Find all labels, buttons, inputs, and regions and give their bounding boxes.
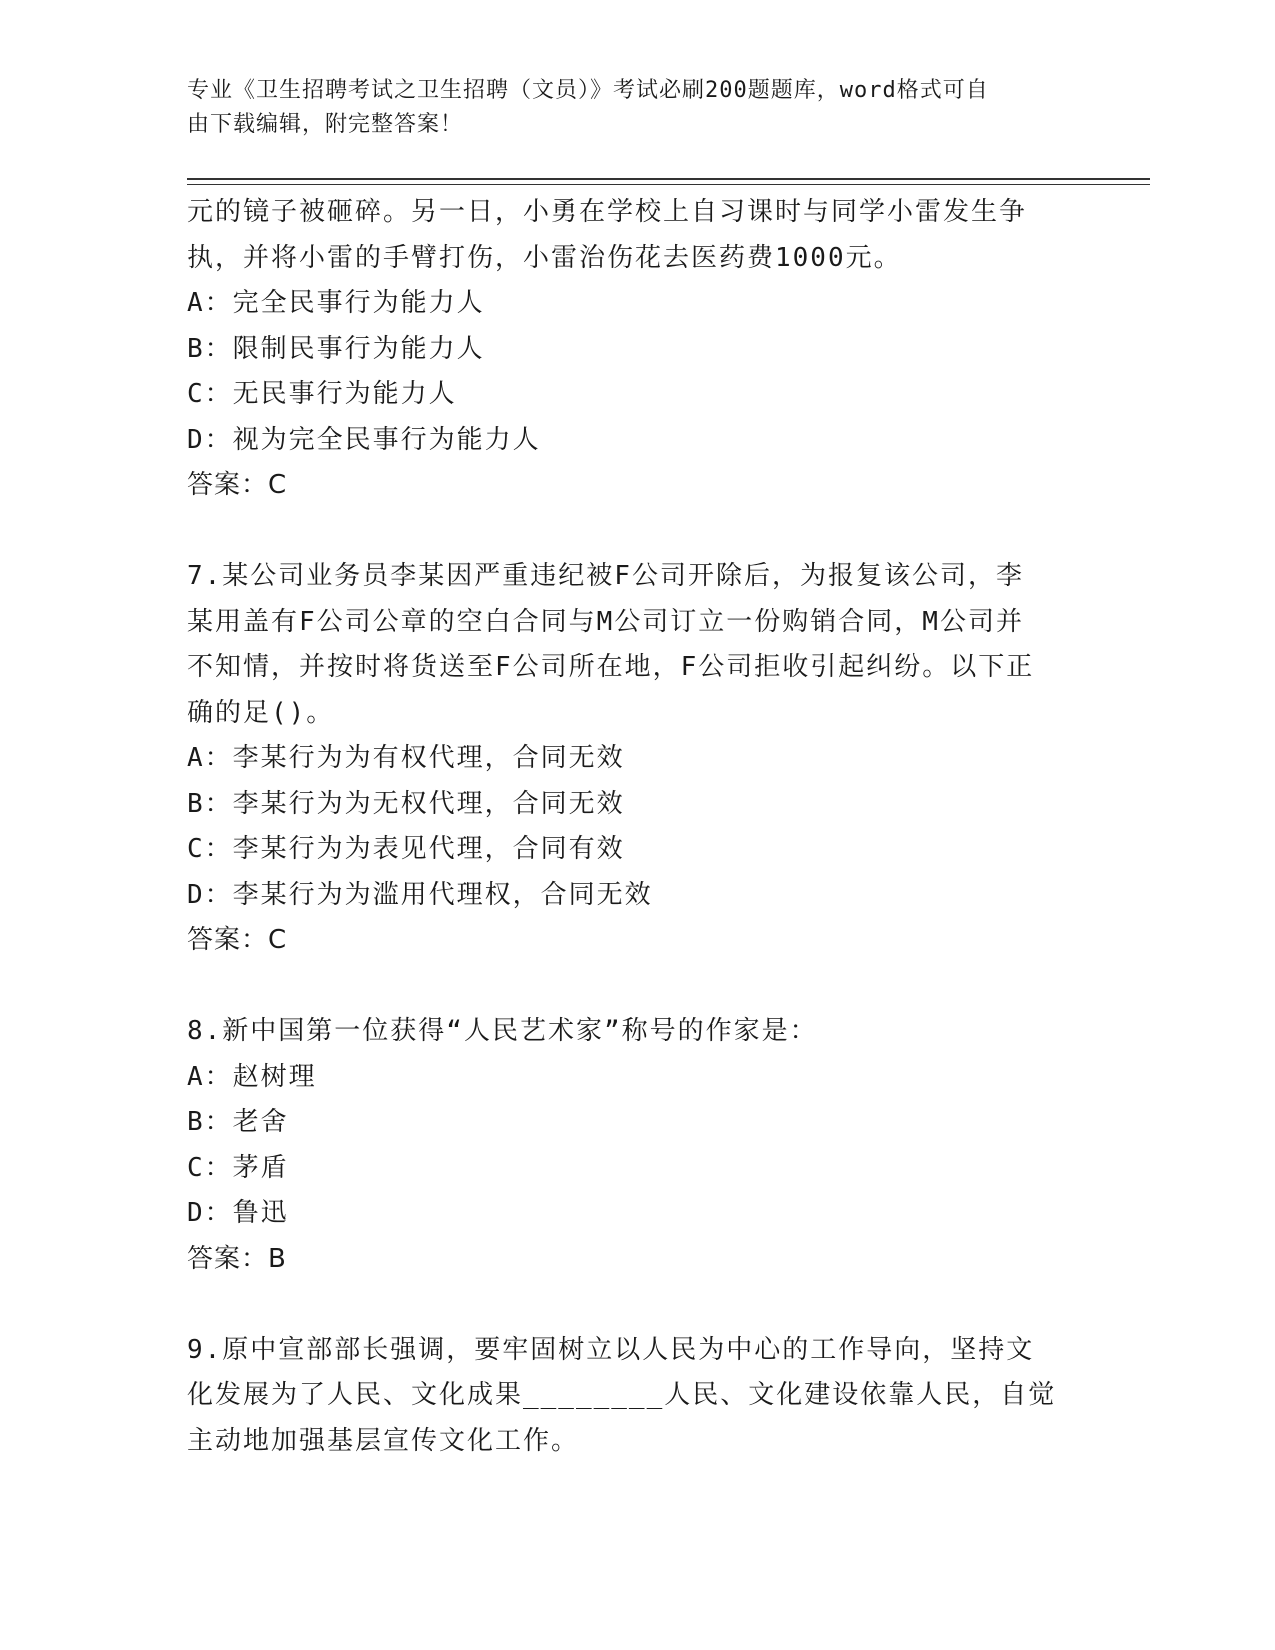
question-text-line: 化发展为了人民、文化成果________人民、文化建设依靠人民，自觉 (187, 1380, 1057, 1410)
spacer (187, 1282, 1087, 1328)
option-a: A：完全民事行为能力人 (187, 288, 485, 318)
option-d: D：鲁迅 (187, 1198, 289, 1228)
question-8 (187, 1009, 1087, 1282)
question-text-line: 不知情，并按时将货送至F公司所在地，F公司拒收引起纠纷。以下正 (187, 652, 1035, 682)
answer-line: 答案：C (187, 470, 288, 500)
document-body (187, 190, 1087, 1464)
question-text-line: 7.某公司业务员李某因严重违纪被F公司开除后，为报复该公司，李 (187, 561, 1024, 591)
question-text-line: 执，并将小雷的手臂打伤，小雷治伤花去医药费1000元。 (187, 242, 902, 273)
option-b: B：李某行为为无权代理，合同无效 (187, 788, 625, 819)
spacer (187, 509, 1087, 555)
page-header (187, 74, 1067, 142)
question-9 (187, 1328, 1087, 1465)
answer-line: 答案：C (187, 925, 288, 955)
question-text-line: 主动地加强基层宣传文化工作。 (187, 1425, 580, 1456)
option-d: D：视为完全民事行为能力人 (187, 424, 541, 455)
question-text-line: 9.原中宣部部长强调，要牢固树立以人民为中心的工作导向，坚持文 (187, 1334, 1035, 1365)
header-line-1: 专业《卫生招聘考试之卫生招聘（文员）》考试必刷200题题库，word格式可自 (187, 78, 989, 103)
option-b: B：老舍 (187, 1107, 289, 1137)
header-divider-thick (187, 178, 1150, 180)
question-continuation (187, 190, 1087, 509)
question-text-line: 元的镜子被砸碎。另一日，小勇在学校上自习课时与同学小雷发生争 (187, 197, 1028, 227)
option-a: A：李某行为为有权代理，合同无效 (187, 743, 625, 773)
option-c: C：茅盾 (187, 1152, 289, 1183)
question-text-line: 8.新中国第一位获得“人民艺术家”称号的作家是： (187, 1016, 818, 1046)
option-c: C：李某行为为表见代理，合同有效 (187, 834, 625, 864)
question-text-line: 某用盖有F公司公章的空白合同与M公司订立一份购销合同，M公司并 (187, 606, 1024, 637)
header-divider-thin (187, 184, 1150, 185)
option-a: A：赵树理 (187, 1061, 317, 1092)
question-text-line: 确的足()。 (187, 697, 335, 728)
question-7 (187, 554, 1087, 964)
option-c: C：无民事行为能力人 (187, 379, 457, 409)
option-d: D：李某行为为滥用代理权，合同无效 (187, 879, 653, 910)
header-line-2: 由下载编辑，附完整答案！ (187, 112, 464, 137)
option-b: B：限制民事行为能力人 (187, 333, 485, 364)
answer-line: 答案：B (187, 1243, 287, 1274)
spacer (187, 964, 1087, 1010)
